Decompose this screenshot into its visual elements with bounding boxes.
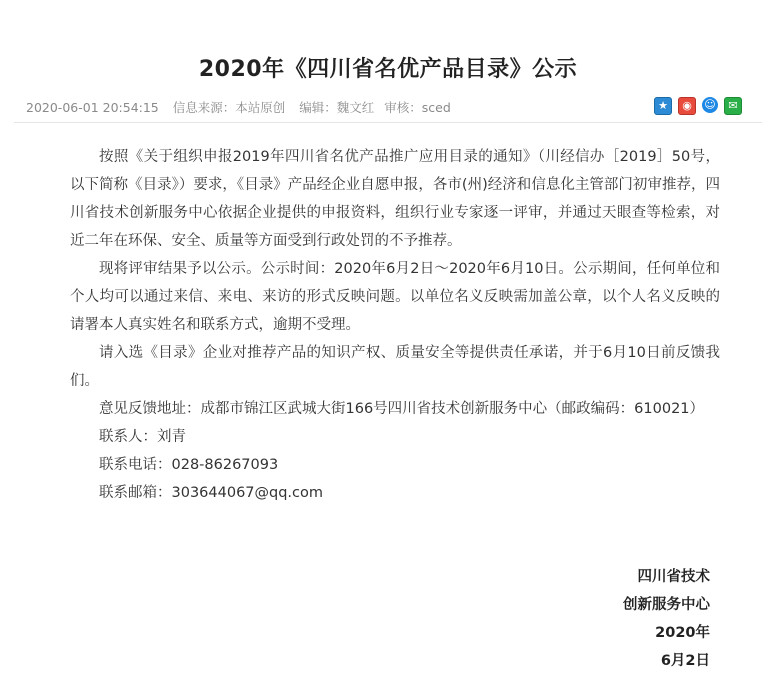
signature-org-line2: 创新服务中心 [623, 597, 710, 613]
qzone-share-icon[interactable]: ★ [654, 97, 672, 115]
article-meta [26, 98, 461, 116]
reviewer-label: 审核： [384, 100, 422, 115]
signature-org-line1: 四川省技术 [637, 569, 710, 585]
weibo-share-icon[interactable]: ◉ [678, 97, 696, 115]
qq-share-icon[interactable]: ☺ [702, 97, 718, 113]
signature-block [623, 563, 710, 675]
wechat-share-icon[interactable]: ✉ [724, 97, 742, 115]
contact-person: 联系人：刘青 [99, 429, 186, 445]
editor: 编辑：魏文红 [299, 100, 375, 115]
paragraph-notice: 按照《关于组织申报2019年四川省名优产品推广应用目录的通知》（川经信办［2019］50号，以下简称《目录》）要求，《目录》产品经企业自愿申报，各市(州)经济和信息化主管部门初审推荐，四川省技术创新服务中心依据企业提供的申报资料，组织行业专家逐一评审，并通过天眼查等检索，对近二年在环保、安全、质量等方面受到行政处罚的不予推荐。 [70, 149, 720, 249]
contact-email[interactable]: 联系邮箱：303644067@qq.com [99, 485, 324, 501]
paragraph-commitment: 请入选《目录》企业对推荐产品的知识产权、质量安全等提供责任承诺，并于6月10日前反馈我们。 [70, 345, 720, 389]
paragraph-address: 意见反馈地址：成都市锦江区武城大街166号四川省技术创新服务中心（邮政编码：610021） [99, 401, 705, 417]
info-source: 信息来源：本站原创 [172, 100, 286, 115]
reviewer: sced [421, 100, 451, 115]
meta-divider [14, 122, 762, 123]
contact-phone: 联系电话：028-86267093 [99, 457, 279, 473]
paragraph-publicity: 现将评审结果予以公示。公示时间：2020年6月2日～2020年6月10日。公示期间，任何单位和个人均可以通过来信、来电、来访的形式反映问题。以单位名义反映需加盖公章，以个人名义反映的请署本人真实姓名和联系方式，逾期不受理。 [70, 261, 720, 333]
share-bar [654, 97, 742, 115]
signature-date: 6月2日 [660, 653, 710, 669]
signature-year: 2020年 [655, 625, 710, 641]
page-title: 2020年《四川省名优产品目录》公示 [198, 57, 578, 82]
publish-date: 2020-06-01 20:54:15 [26, 100, 159, 115]
article-body [70, 143, 720, 507]
